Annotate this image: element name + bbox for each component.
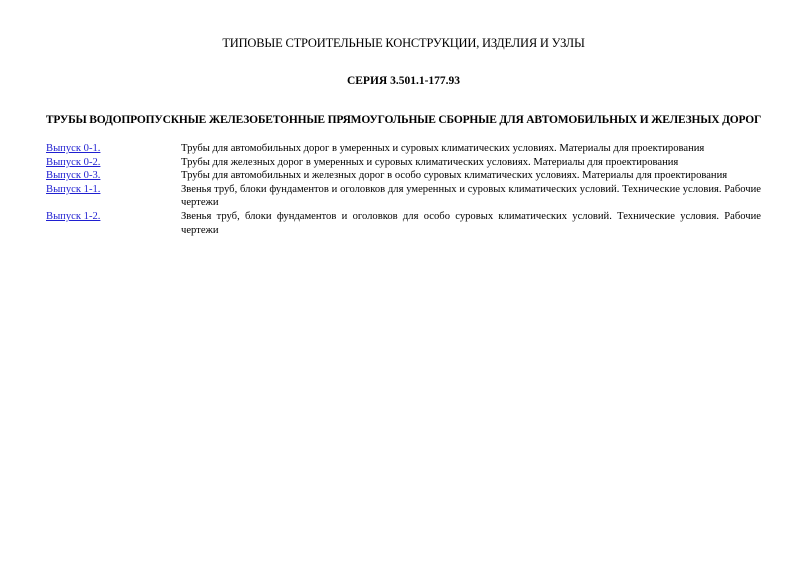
issue-description: Трубы для автомобильных дорог в умеренных и суровых климатических условиях. Материалы для проектирования — [181, 143, 705, 154]
issue-link-0-1[interactable]: Выпуск 0-1. — [46, 143, 101, 154]
issue-description: Звенья труб, блоки фундаментов и оголовков для особо суровых климатических условий. Технические условия. Рабочие чертежи — [181, 210, 761, 236]
issue-entry — [46, 210, 761, 237]
issue-entry — [46, 156, 761, 170]
issue-link-0-2[interactable]: Выпуск 0-2. — [46, 156, 101, 168]
issue-description: Звенья труб, блоки фундаментов и оголовков для умеренных и суровых климатических условий. Технические условия. Рабочие чертежи — [181, 183, 761, 209]
issue-entry — [46, 142, 761, 156]
issues-list — [46, 142, 761, 237]
issue-link-1-2[interactable]: Выпуск 1-2. — [46, 210, 101, 222]
issue-link-0-3[interactable]: Выпуск 0-3. — [46, 170, 101, 182]
document-heading: ТИПОВЫЕ СТРОИТЕЛЬНЫЕ КОНСТРУКЦИИ, ИЗДЕЛИЯ И УЗЛЫ — [222, 36, 585, 50]
issue-description: Трубы для автомобильных и железных дорог в особо суровых климатических условиях. Материалы для проектирования — [181, 170, 728, 182]
issue-entry — [46, 169, 761, 183]
issue-description: Трубы для железных дорог в умеренных и суровых климатических условиях. Материалы для проектирования — [181, 156, 679, 168]
subject-title: ТРУБЫ ВОДОПРОПУСКНЫЕ ЖЕЛЕЗОБЕТОННЫЕ ПРЯМОУГОЛЬНЫЕ СБОРНЫЕ ДЛЯ АВТОМОБИЛЬНЫХ И ЖЕЛЕЗНЫХ ДОРОГ — [45, 114, 762, 126]
issue-entry — [46, 183, 761, 210]
series-title: СЕРИЯ 3.501.1-177.93 — [346, 75, 461, 87]
issue-link-1-1[interactable]: Выпуск 1-1. — [46, 183, 101, 195]
